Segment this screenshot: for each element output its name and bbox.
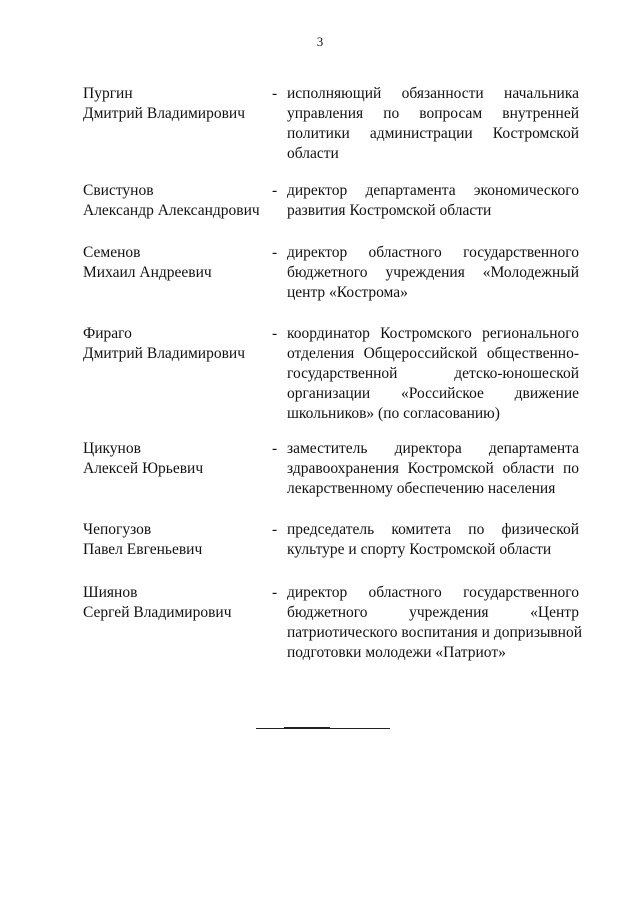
position-line: бюджетного учреждения «Молодежный: [287, 264, 579, 281]
member-position: [287, 583, 583, 663]
separator-dash: -: [272, 244, 278, 261]
member-name: [83, 520, 268, 560]
position-line: отделения Общероссийской общественно-: [287, 345, 579, 362]
position-line: директор областного государственного: [287, 584, 579, 601]
position-line: области: [287, 145, 339, 162]
member-surname: Пургин: [83, 85, 133, 102]
member-name: [83, 243, 268, 283]
position-line: координатор Костромского регионального: [287, 325, 579, 342]
member-position: [287, 243, 579, 303]
position-line: здравоохранения Костромской области по: [287, 460, 579, 477]
separator-dash: -: [272, 584, 278, 601]
member-given-name: Михаил Андреевич: [83, 264, 212, 281]
position-line: бюджетного учреждения «Центр: [287, 604, 579, 621]
member-given-name: Сергей Владимирович: [83, 604, 232, 621]
position-line: директор областного государственного: [287, 244, 579, 261]
position-line: развития Костромской области: [287, 202, 492, 219]
position-line: заместитель директора департамента: [287, 440, 579, 457]
member-position: [287, 84, 579, 164]
member-given-name: Александр Александрович: [83, 202, 260, 219]
position-line: организации «Российское движение: [287, 385, 579, 402]
position-line: школьников» (по согласованию): [287, 405, 500, 422]
member-name: [83, 583, 268, 623]
position-line: подготовки молодежи «Патриот»: [287, 644, 506, 661]
position-line: культуре и спорту Костромской области: [287, 541, 552, 558]
position-line: патриотического воспитания и допризывной: [287, 624, 583, 641]
member-given-name: Дмитрий Владимирович: [83, 105, 246, 122]
member-position: [287, 181, 579, 221]
member-name: [83, 84, 268, 124]
position-line: управления по вопросам внутренней: [287, 105, 579, 122]
member-name: [83, 324, 268, 364]
separator-dash: -: [272, 325, 278, 342]
member-position: [287, 439, 579, 499]
separator-dash: -: [272, 85, 278, 102]
member-given-name: Алексей Юрьевич: [83, 460, 204, 477]
member-given-name: Павел Евгеньевич: [83, 541, 203, 558]
separator-dash: -: [272, 521, 278, 538]
page-number: 3: [316, 34, 324, 49]
position-line: политики администрации Костромской: [287, 125, 579, 142]
member-surname: Свистунов: [83, 182, 154, 199]
closing-rule-accent: [284, 727, 330, 729]
separator-dash: -: [272, 440, 278, 457]
member-surname: Шиянов: [83, 584, 138, 601]
member-position: [287, 324, 579, 424]
member-surname: Семенов: [83, 244, 141, 261]
position-line: председатель комитета по физической: [287, 521, 579, 538]
member-surname: Чепогузов: [83, 521, 152, 538]
position-line: лекарственному обеспечению населения: [287, 480, 556, 497]
position-line: центр «Кострома»: [287, 284, 408, 301]
member-name: [83, 439, 268, 479]
position-line: государственной детско-юношеской: [287, 365, 579, 382]
member-surname: Фираго: [83, 325, 132, 342]
position-line: исполняющий обязанности начальника: [287, 85, 579, 102]
position-line: директор департамента экономического: [287, 182, 579, 199]
member-name: [83, 181, 268, 221]
member-given-name: Дмитрий Владимирович: [83, 345, 246, 362]
member-surname: Цикунов: [83, 440, 141, 457]
member-position: [287, 520, 579, 560]
separator-dash: -: [272, 182, 278, 199]
